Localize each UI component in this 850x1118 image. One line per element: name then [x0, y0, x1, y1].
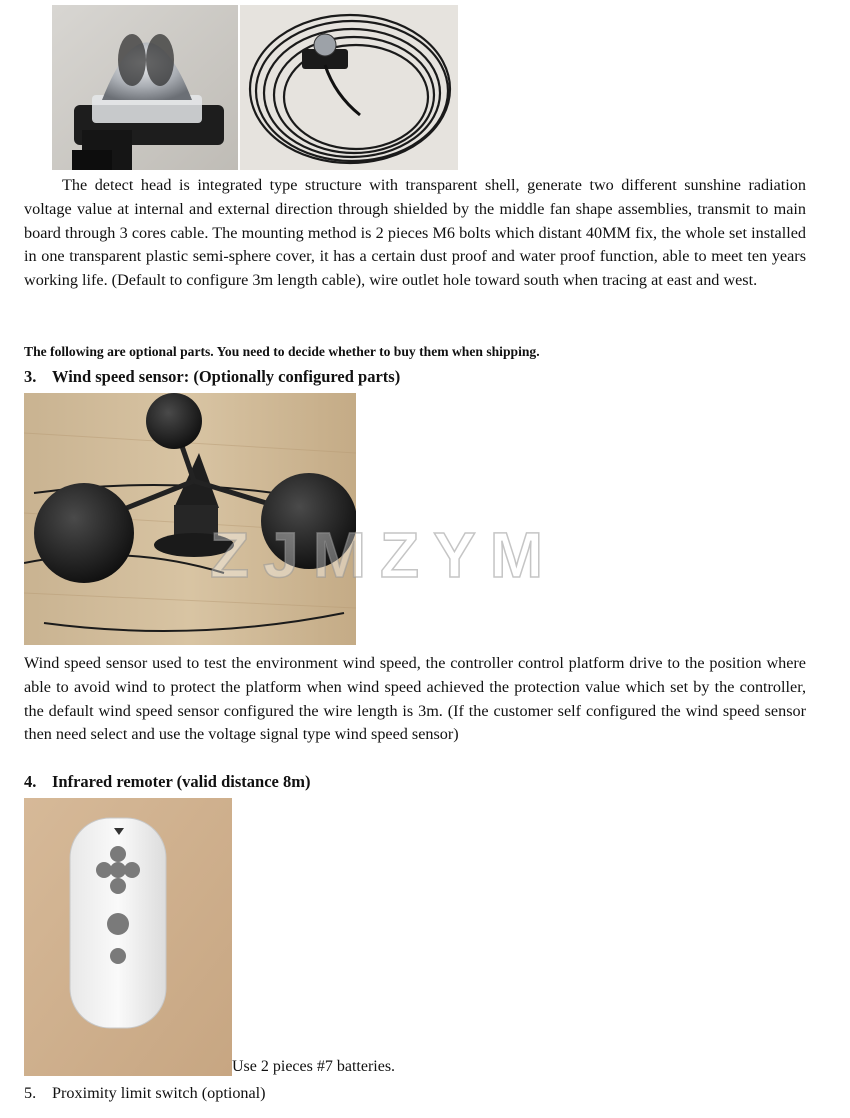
section-title: Proximity limit switch (optional)	[52, 1084, 266, 1102]
section-number: 3.	[24, 367, 37, 386]
watermark: ZJMZYM	[210, 519, 558, 591]
sensor-head-photo	[52, 5, 238, 170]
remote-control-photo	[24, 798, 232, 1076]
sensor-cable-photo	[240, 5, 458, 170]
remote-caption: Use 2 pieces #7 batteries.	[232, 1058, 396, 1075]
optional-parts-note: The following are optional parts. You need to decide whether to buy them when shipping.	[24, 344, 540, 359]
wind-sensor-description	[24, 652, 806, 747]
section-title: Wind speed sensor: (Optionally configured parts)	[52, 367, 401, 386]
anemometer-photo	[24, 393, 356, 645]
wind-sensor-heading	[24, 367, 400, 387]
detect-head-paragraph: The detect head is integrated type structure with transparent shell, generate two different sunshine radiation voltage value at internal and external direction through shielded by the middle fan shape assemblies, transmit to main board through 3 cores cable. The mounting method is 2 pieces M6 bolts which distant 40MM fix, the whole set installed in one transparent plastic semi-sphere cover, it has a certain dust proof and water proof function, able to meet ten years working life. (Default to configure 3m length cable), wire outlet hole toward south when tracing at east and west.	[24, 176, 806, 290]
limit-switch-heading	[24, 1084, 266, 1103]
detect-head-description	[24, 174, 806, 293]
wind-sensor-paragraph: Wind speed sensor used to test the environment wind speed, the controller control platform drive to the position where able to avoid wind to protect the platform when wind speed achieved the protection value which set by the controller, the default wind speed sensor configured the wire length is 3m. (If the customer self configured the wind speed sensor then need select and use the voltage signal type wind speed sensor)	[24, 654, 806, 744]
remote-heading	[24, 772, 310, 792]
section-title: Infrared remoter (valid distance 8m)	[52, 772, 311, 791]
section-number: 4.	[24, 772, 37, 791]
section-number: 5.	[24, 1084, 37, 1102]
